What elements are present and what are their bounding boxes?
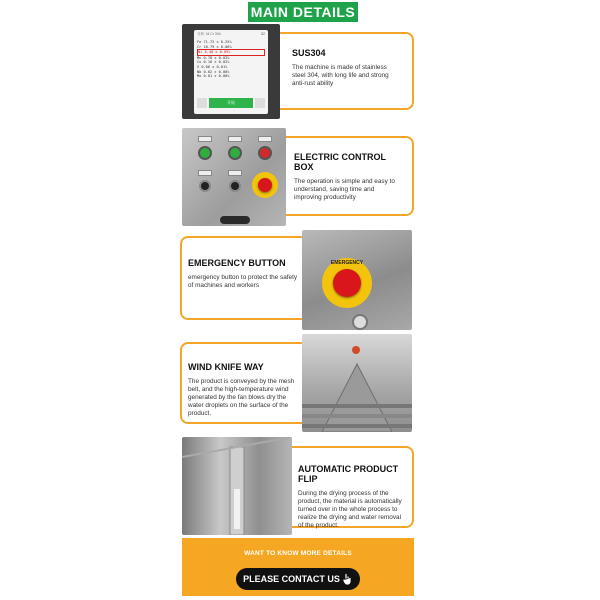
element-readings <box>194 39 268 80</box>
reading-row: Mn 0.78 ± 0.03% <box>197 55 230 60</box>
reading-row: Cr 18.79 ± 0.06% <box>197 44 232 49</box>
section-title: WIND KNIFE WAY <box>188 362 264 372</box>
reading-row: Cu 0.16 ± 0.02% <box>197 60 230 65</box>
card-electric-control-box <box>286 136 414 216</box>
screen-header-mid: Ni Cr 304 <box>205 32 221 36</box>
section-title: SUS304 <box>292 48 326 58</box>
screen-start-button: 开始 <box>209 98 253 108</box>
contact-footer <box>182 538 414 596</box>
selector-knob-icon <box>199 180 211 192</box>
reading-row-highlight: Ni 8.48 ± 0.09% <box>197 49 265 56</box>
hand-pointer-icon <box>342 573 353 586</box>
contact-us-button[interactable] <box>236 568 360 590</box>
reading-row: V 0.06 ± 0.01% <box>197 64 228 69</box>
bolt-icon <box>352 314 368 330</box>
section-text: During the drying process of the product, the material is automatically turned over in the whole process to realize the drying and water removal of the product. <box>298 490 402 529</box>
red-lamp-icon <box>258 146 272 160</box>
wind-knife-photo <box>302 334 412 432</box>
section-title: ELECTRIC CONTROL BOX <box>294 152 386 172</box>
more-details-prompt: WANT TO KNOW MORE DETAILS <box>244 550 352 557</box>
screen-header-left: 分析 <box>197 32 204 36</box>
emergency-button-photo <box>302 230 412 330</box>
card-sus304 <box>280 32 414 110</box>
contact-us-label: PLEASE CONTACT US <box>243 574 340 584</box>
estop-label: EMERGENCY <box>330 260 364 266</box>
section-text: emergency button to protect the safety of machines and workers <box>188 274 298 289</box>
section-text: The operation is simple and easy to understand, saving time and improving productivity <box>294 178 395 201</box>
main-details-banner: MAIN DETAILS <box>248 2 358 22</box>
reading-row: Mo 0.01 ± 0.00% <box>197 74 230 79</box>
card-automatic-product-flip <box>292 446 414 528</box>
section-text: The machine is made of stainless steel 304, with long life and strong anti-rust ability <box>292 64 389 87</box>
card-emergency-button <box>180 236 308 320</box>
control-box-photo <box>182 128 286 226</box>
green-lamp-icon <box>228 146 242 160</box>
nameplate <box>220 216 250 224</box>
screen-right-button <box>255 98 265 108</box>
emergency-stop-icon <box>252 172 278 198</box>
product-flip-photo <box>182 437 292 535</box>
selector-knob-icon <box>229 180 241 192</box>
analyzer-screen <box>194 30 268 114</box>
spectrometer-photo <box>182 24 280 119</box>
section-title: EMERGENCY BUTTON <box>188 258 286 268</box>
section-text: The product is conveyed by the mesh belt, and the high-temperature wind generated by the fan blows dry the water droplets on the surface of the product. <box>188 378 295 417</box>
section-title: AUTOMATIC PRODUCT FLIP <box>298 464 399 484</box>
reading-row: Nb 0.02 ± 0.00% <box>197 69 230 74</box>
green-lamp-icon <box>198 146 212 160</box>
screen-header-right: 82 <box>261 32 265 36</box>
reading-row: Fe 71.72 ± 0.25% <box>197 40 232 44</box>
screen-left-button <box>197 98 207 108</box>
card-wind-knife-way <box>180 342 308 424</box>
